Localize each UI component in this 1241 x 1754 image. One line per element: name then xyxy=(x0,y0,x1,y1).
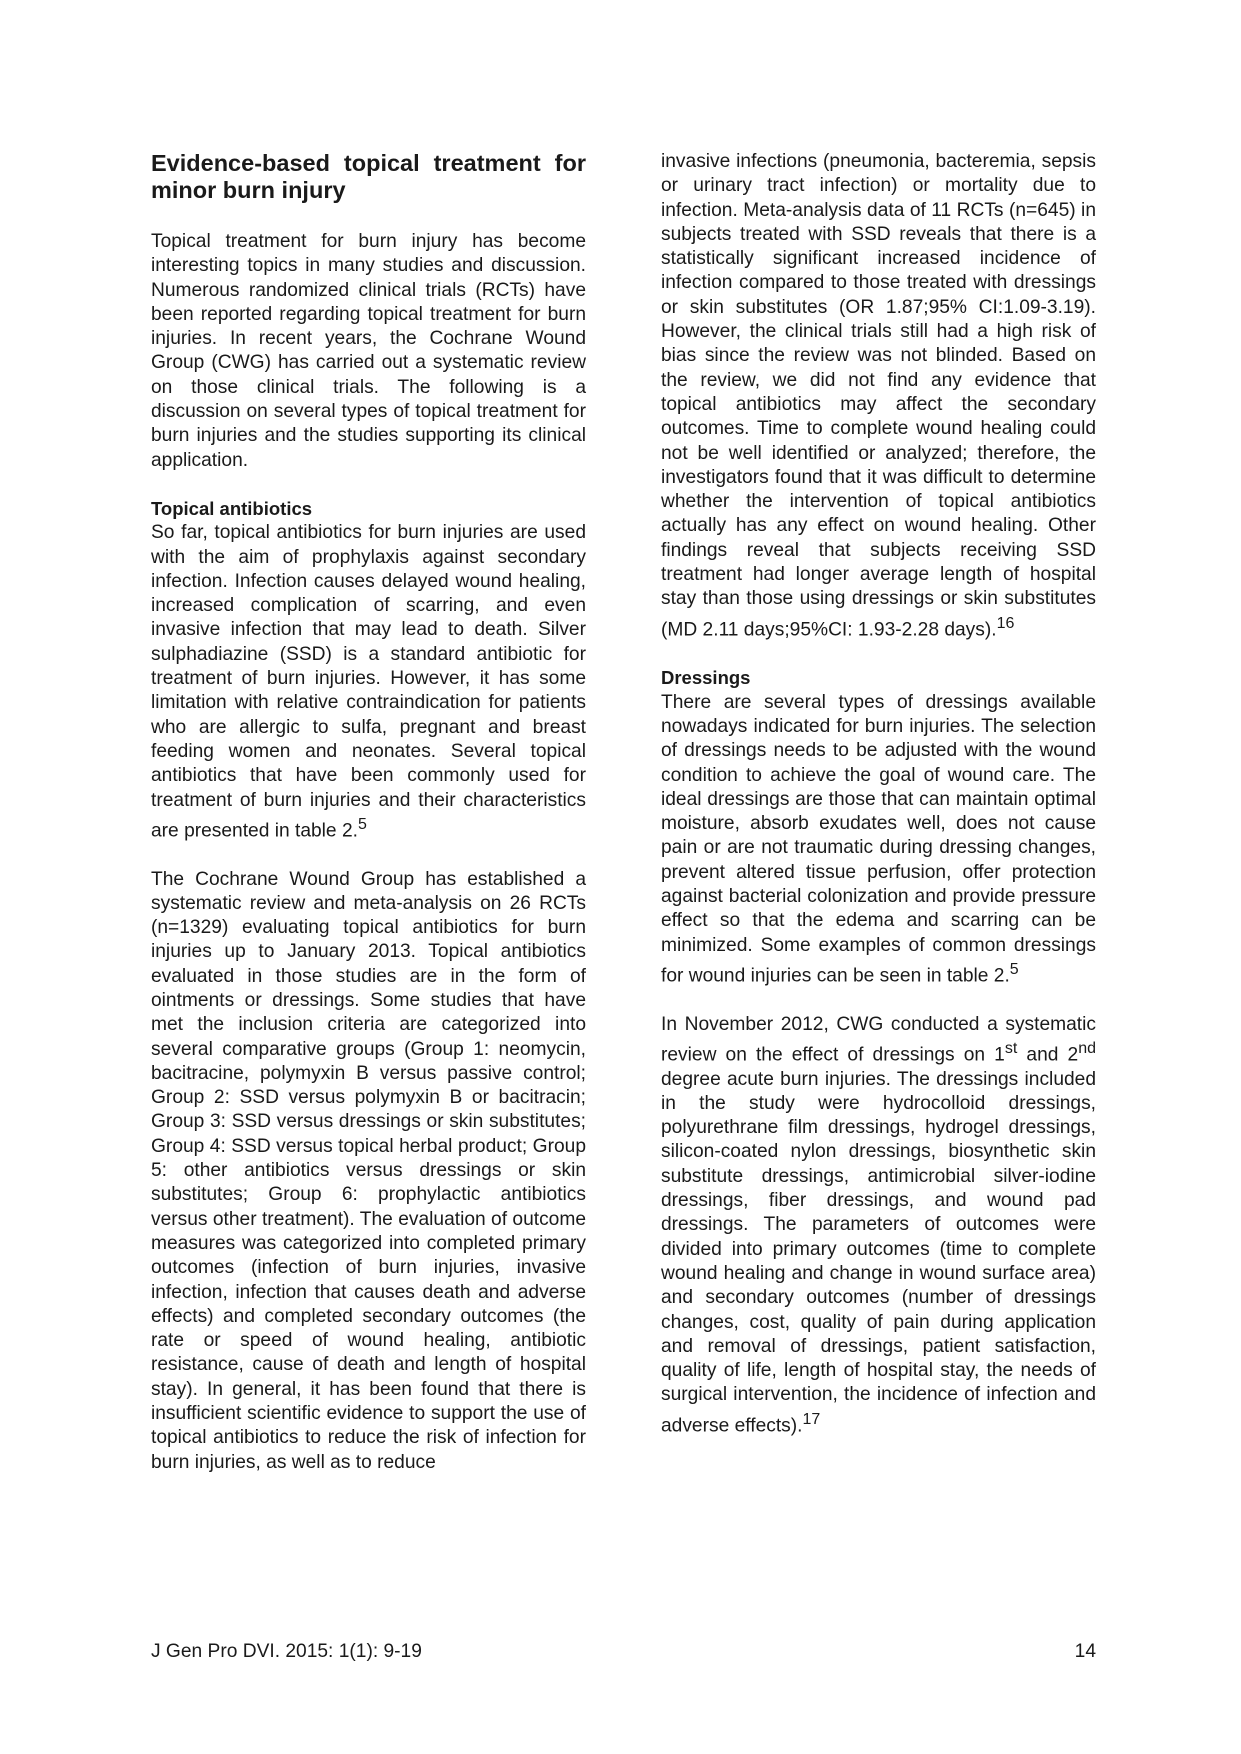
paragraph-text: degree acute burn injuries. The dressings included in the study were hydrocolloid dressings, polyurethrane film dressings, hydrogel dressings, silicon-coated nylon dressings, biosynthetic skin substitute dressings, antimicrobial silver-iodine dressings, fiber dressings, and wound pad dressings. The parameters of outcomes were divided into primary outcomes (time to complete wound healing and change in wound surface area) and secondary outcomes (number of dressings changes, cost, quality of pain during application and removal of dressings, patient satisfaction, quality of life, length of hospital stay, the needs of surgical intervention, the incidence of infection and adverse effects). xyxy=(661,1068,1096,1437)
ordinal-suffix: nd xyxy=(1078,1039,1096,1057)
ordinal-suffix: st xyxy=(1004,1039,1018,1057)
journal-citation: J Gen Pro DVI. 2015: 1(1): 9-19 xyxy=(151,1641,422,1662)
section-title: Evidence-based topical treatment for minor burn injury xyxy=(151,150,586,203)
subheading-dressings: Dressings xyxy=(661,667,751,689)
topical-antibiotics-paragraph xyxy=(151,521,586,843)
subheading-topical-antibiotics: Topical antibiotics xyxy=(151,497,313,519)
paragraph-text: In November 2012, CWG conducted a systematic review on the effect of dressings on 1 xyxy=(661,1013,1096,1066)
meta-analysis-paragraph xyxy=(661,150,1096,642)
cwg-review-paragraph xyxy=(661,1013,1096,1439)
reference-marker: 5 xyxy=(357,815,367,833)
paragraph-text: So far, topical antibiotics for burn injuries are used with the aim of prophylaxis against secondary infection. Infection causes delayed wound healing, increased complication of scarring, and even invasive infection that may lead to death. Silver sulphadiazine (SSD) is a standard antibiotic for treatment of burn injuries. However, it has some limitation with relative contraindication for patients who are allergic to sulfa, pregnant and breast feeding women and neonates. Several topical antibiotics that have been commonly used for treatment of burn injuries and their characteristics are presented in table 2. xyxy=(151,522,586,842)
intro-paragraph: Topical treatment for burn injury has become interesting topics in many studies and discussion. Numerous randomized clinical trials (RCTs) have been reported regarding topical treatment for burn injuries. In recent years, the Cochrane Wound Group (CWG) has carried out a systematic review on those clinical trials. The following is a discussion on several types of topical treatment for burn injuries and the studies supporting its clinical application. xyxy=(151,231,586,471)
reference-marker: 16 xyxy=(996,614,1015,632)
left-column xyxy=(151,150,586,1499)
cochrane-review-paragraph: The Cochrane Wound Group has established a systematic review and meta-analysis on 26 RCTs (n=1329) evaluating topical antibiotics for burn injuries up to January 2013. Topical antibiotics evaluated in those studies are in the form of ointments or dressings. Some studies that have met the inclusion criteria are categorized into several comparative groups (Group 1: neomycin, bacitracine, polymyxin B versus passive control; Group 2: SSD versus polymyxin B or bacitracin; Group 3: SSD versus dressings or skin substitutes; Group 4: SSD versus topical herbal product; Group 5: other antibiotics versus dressings or skin substitutes; Group 6: prophylactic antibiotics versus other treatment). The evaluation of outcome measures was categorized into completed primary outcomes (infection of burn injuries, invasive infection, infection that causes death and adverse effects) and completed secondary outcomes (the rate or speed of wound healing, antibiotic resistance, cause of death and length of hospital stay). In general, it has been found that there is insufficient scientific evidence to support the use of topical antibiotics to reduce the risk of infection for burn injuries, as well as to reduce xyxy=(151,868,586,1473)
paragraph-text: There are several types of dressings available nowadays indicated for burn injuries. The selection of dressings needs to be adjusted with the wound condition to achieve the goal of wound care. The ideal dressings are those that can maintain optimal moisture, absorb exudates well, does not cause pain or are not traumatic during dressing changes, prevent altered tissue perfusion, offer protection against bacterial colonization and provide pressure effect so that the edema and scarring can be minimized. Some examples of common dressings for wound injuries can be seen in table 2. xyxy=(661,691,1096,987)
dressings-paragraph xyxy=(661,691,1096,989)
right-column xyxy=(661,150,1096,1462)
paragraph-text: invasive infections (pneumonia, bacteremia, sepsis or urinary tract infection) or mortality due to infection. Meta-analysis data of 11 RCTs (n=645) in subjects treated with SSD reveals that there is a statistically significant increased incidence of infection compared to those treated with dressings or skin substitutes (OR 1.87;95% CI:1.09-3.19). However, the clinical trials still had a high risk of bias since the review was not blinded. Based on the review, we did not find any evidence that topical antibiotics may affect the secondary outcomes. Time to complete wound healing could not be well identified or analyzed; therefore, the investigators found that it was difficult to determine whether the intervention of topical antibiotics actually has any effect on wound healing. Other findings reveal that subjects receiving SSD treatment had longer average length of hospital stay than those using dressings or skin substitutes (MD 2.11 days;95%CI: 1.93-2.28 days). xyxy=(661,151,1096,641)
reference-marker: 17 xyxy=(802,1410,821,1428)
reference-marker: 5 xyxy=(1009,960,1019,978)
page-number: 14 xyxy=(1074,1641,1096,1662)
paragraph-text: and 2 xyxy=(1017,1044,1079,1066)
